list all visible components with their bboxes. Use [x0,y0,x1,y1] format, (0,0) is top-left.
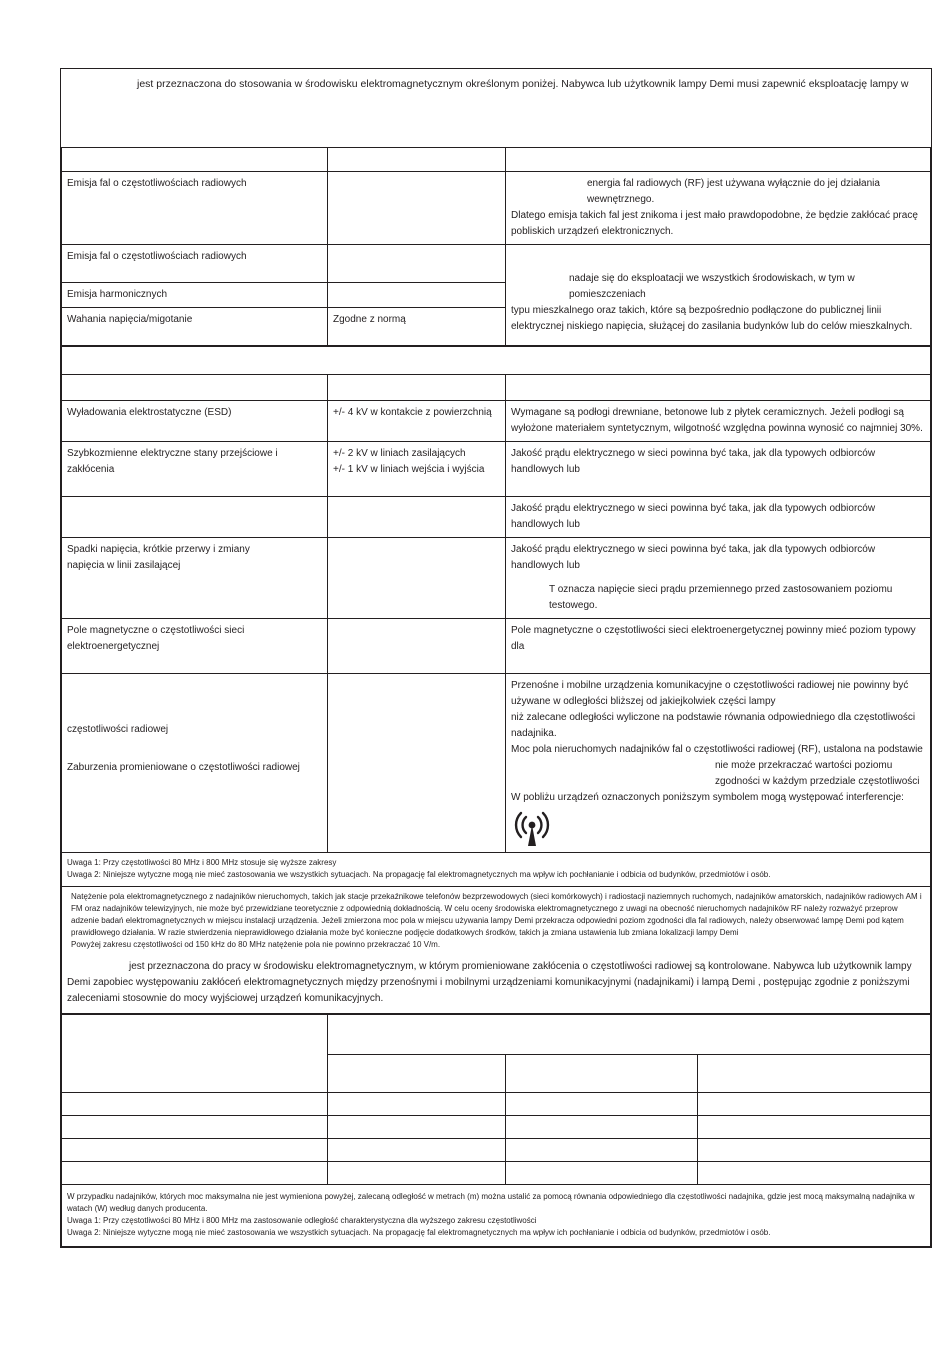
table-cell [328,172,506,245]
guidance-line: Przenośne i mobilne urządzenia komunikacyjne o częstotliwości radiowej nie powinny być używane w odległości bliższej od jakiejkolwiek części lampy [511,680,909,707]
separation-notes [62,1185,931,1247]
table-cell [62,674,328,853]
table-cell: Pole magnetyczne o częstotliwości sieci elektroenergetycznej [62,619,328,674]
table-cell [62,1139,328,1162]
footnotes-and-intro [62,887,931,1014]
table-cell [506,1093,698,1116]
emissions-table [61,147,931,346]
table-cell [328,619,506,674]
table-cell [506,1162,698,1185]
table-cell [328,538,506,619]
footnote: Natężenie pola elektromagnetycznego z nadajników nieruchomych, takich jak stacje przekaźnikowe telefonów bezprzewodowych (sieci komórkowych) i radiostacji naziemnych ruchomych, nadajników amatorskich, nadajników radiowych AM i FM oraz nadajników telewizyjnych, nie może być przewidziane teoretycznie z odpowiednią dokładnością. W celu oceny środowiska elektromagnetycznego z uwagi na obecność nieruchomych nadajników RF należy rozważyć przeprow adzenie badań elektromagnetycznych w miejscu instalacji urządzenia. Jeżeli zmierzona moc pola w miejscu używania lampy Demi przekracza odpowiedni poziom zgodności dla fal radiowych, należy obserwować lampę Demi pod kątem prawidłowego działania. W razie stwierdzenia nieprawidłowego działania może być konieczne podjęcie dodatkowych środków, takich ja zmiana ustawienia lub zmiana lokalizacji lampy Demi [71,892,922,937]
immunity-notes [62,853,931,887]
table-cell: Zgodne z normą [328,308,506,346]
note-line: Uwaga 2: Niniejsze wytyczne mogą nie mieć zastosowania we wszystkich sytuacjach. Na propagację fal elektromagnetycznych ma wpływ ich pochłanianie i odbicia od budynków, przedmiotów i osób. [67,1228,771,1237]
table-cell [62,497,328,538]
table-cell: Jakość prądu elektrycznego w sieci powinna być taka, jak dla typowych odbiorców handlowych lub [506,497,931,538]
table-cell [328,674,506,853]
note-line: Uwaga 1: Przy częstotliwości 80 MHz i 800 MHz ma zastosowanie odległość charakterystyczna dla wyższego zakresu częstotliwości [67,1216,537,1225]
note-line: Uwaga 1: Przy częstotliwości 80 MHz i 800 MHz stosuje się wyższe zakresy [67,858,337,867]
table-cell: +/- 4 kV w kontakcie z powierzchnią [328,401,506,442]
table-cell [328,1093,506,1116]
table-cell [698,1093,931,1116]
guidance-line: W pobliżu urządzeń oznaczonych poniższym symbolem mogą występować interferencje: [511,792,904,803]
table-cell: Spadki napięcia, krótkie przerwy i zmiany napięcia w linii zasilającej [62,538,328,619]
non-ionizing-radiation-icon [511,810,553,848]
guidance-line: nie może przekraczać wartości poziomu zgodności w każdym przedziale częstotliwości [715,760,920,787]
table-cell [62,1162,328,1185]
guidance-note: T oznacza napięcie sieci prądu przemiennego przed zastosowaniem poziomu testowego. [549,584,893,611]
guidance-line: Moc pola nieruchomych nadajników fal o częstotliwości radiowej (RF), ustalona na podstawie [511,744,923,755]
band-header [328,1055,506,1093]
table-cell [328,1162,506,1185]
note-line: W przypadku nadajników, których moc maksymalna nie jest wymieniona powyżej, zalecaną odległość w metrach (m) można ustalić za pomocą równania odpowiedniego dla częstotliwości nadajnika, gdzie jest mocą maksymalną nadajnika w watach (W) według danych producenta. [67,1192,915,1213]
table-cell: Emisja fal o częstotliwościach radiowych [62,245,328,283]
table-cell: Jakość prądu elektrycznego w sieci powinna być taka, jak dla typowych odbiorców handlowych lub [506,442,931,497]
immunity-title-row [62,347,931,375]
table-cell [506,674,931,853]
emissions-header-test [62,148,328,172]
immunity-header-guidance [506,375,931,401]
table-cell: Wyładowania elektrostatyczne (ESD) [62,401,328,442]
band-header [506,1055,698,1093]
table-cell: Wymagane są podłogi drewniane, betonowe lub z płytek ceramicznych. Jeżeli podłogi są wyłożone materiałem syntetycznym, wilgotność względna powinna wynosić co najmniej 30%. [506,401,931,442]
table-cell [328,245,506,283]
emissions-header-guidance [506,148,931,172]
emc-declaration-document [60,68,932,1248]
immunity-table [61,346,931,1014]
table-cell [698,1116,931,1139]
table-cell [328,497,506,538]
table-cell [62,1093,328,1116]
table-cell [698,1162,931,1185]
emissions-header-level [328,148,506,172]
table-cell [328,442,506,497]
guidance-line: Dlatego emisja takich fal jest znikoma i jest mało prawdopodobne, że będzie zakłócać pracę pobliskich urządzeń elektronicznych. [511,210,918,237]
table-cell [328,283,506,308]
immunity-header-test [62,375,328,401]
band-header [698,1055,931,1093]
table-cell [506,245,931,346]
table-cell [506,1139,698,1162]
rf-test-label: częstotliwości radiowej [67,724,169,735]
immunity-header-level [328,375,506,401]
table-cell: Pole magnetyczne o częstotliwości sieci elektroenergetycznej powinny mieć poziom typowy dla [506,619,931,674]
table-cell: Szybkozmienne elektryczne stany przejściowe i zakłócenia [62,442,328,497]
guidance-line: niż zalecane odległości wyliczone na podstawie równania odpowiedniego dla częstotliwości nadajnika. [511,712,916,739]
table-cell [328,1139,506,1162]
note-line: Uwaga 2: Niniejsze wytyczne mogą nie mieć zastosowania we wszystkich sytuacjach. Na propagację fal elektromagnetycznych ma wpływ ich pochłanianie i odbicia od budynków, przedmiotów i osób. [67,870,771,879]
footnote: Powyżej zakresu częstotliwości od 150 kHz do 80 MHz natężenie pola nie powinno przekraczać 10 V/m. [71,940,441,949]
table-cell [506,172,931,245]
separation-intro: jest przeznaczona do pracy w środowisku elektromagnetycznym, w którym promieniowane zakłócenia o częstotliwości radiowej są kontrolowane. Nabywca lub użytkownik lampy Demi zapobiec występowaniu zakłóceń elektromagnetycznych między przenośnymi i mobilnymi urządzeniami komunikacyjnymi (nadajnikami) i lampą Demi , postępując zgodnie z poniższymi zaleceniami stosownie do mocy wyjściowej urządzeń komunikacyjnych. [67,961,912,1004]
table-cell [698,1139,931,1162]
rf-test-label: Zaburzenia promieniowane o częstotliwości radiowej [67,762,300,773]
level-line: +/- 1 kV w liniach wejścia i wyjścia [333,464,485,475]
table-cell: Wahania napięcia/migotanie [62,308,328,346]
guidance-line: nadaje się do eksploatacji we wszystkich środowiskach, w tym w pomieszczeniach [569,273,855,300]
level-line: +/- 2 kV w liniach zasilających [333,448,466,459]
guidance-line: Jakość prądu elektrycznego w sieci powinna być taka, jak dla typowych odbiorców handlowych lub [511,544,876,571]
table-cell: Emisja fal o częstotliwościach radiowych [62,172,328,245]
distance-header [328,1015,931,1055]
separation-distance-table [61,1014,931,1247]
table-cell [506,1116,698,1139]
table-cell [506,538,931,619]
table-cell: Emisja harmonicznych [62,283,328,308]
intro-text: jest przeznaczona do stosowania w środowisku elektromagnetycznym określonym poniżej. Nabywca lub użytkownik lampy Demi musi zapewnić eksploatację lampy w [137,78,909,90]
table-cell [328,1116,506,1139]
power-header [62,1015,328,1093]
guidance-line: typu mieszkalnego oraz takich, które są bezpośrednio podłączone do publicznej linii elektrycznej niskiego napięcia, służącej do zasilania budynków lub do celów mieszkalnych. [511,305,913,332]
guidance-line: energia fal radiowych (RF) jest używana wyłącznie do jej działania wewnętrznego. [587,178,880,205]
table-cell [62,1116,328,1139]
